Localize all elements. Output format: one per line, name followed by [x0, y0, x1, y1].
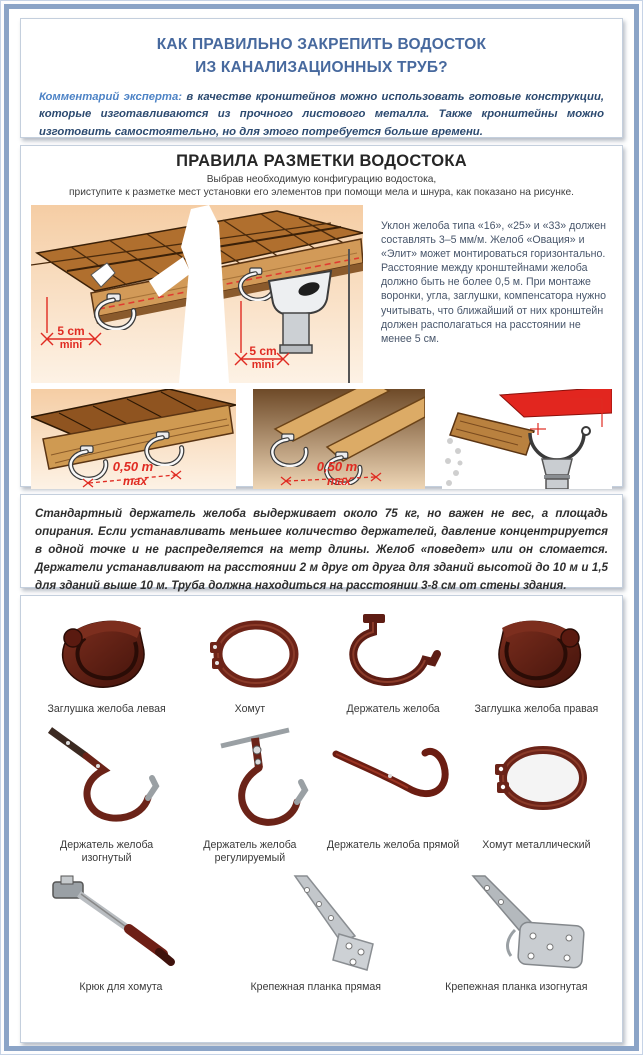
expert-comment: [39, 89, 604, 142]
rules-subtitle: [31, 173, 612, 200]
dim-label-5cm: 5 cm: [57, 323, 85, 338]
dim-label-mini: mini: [251, 358, 275, 371]
product-label: Держатель желоба прямой: [326, 839, 460, 852]
dim-label-max: max: [122, 473, 148, 488]
product-item: [322, 608, 465, 716]
product-label: Держатель желоба: [346, 703, 440, 715]
clamp-image: [190, 608, 310, 700]
product-label: Хомут металлический: [482, 839, 591, 852]
product-item: [35, 724, 178, 865]
rules-figures-row: [31, 389, 612, 507]
products-row-1: [35, 608, 608, 716]
gutter-scheme-illustration: [442, 389, 612, 489]
rafter-mount-illustration: [253, 389, 425, 489]
straight-bracket-image: [328, 724, 458, 836]
products-section: [20, 595, 623, 1043]
dim-label-5cm: 5 cm: [249, 343, 277, 358]
rules-section: [20, 145, 623, 487]
product-label: Держатель желоба регулируемый: [203, 839, 297, 865]
product-item: [178, 608, 321, 716]
product-item: [178, 724, 321, 865]
figure-fascia-mount: [31, 389, 236, 507]
page-title-line1: КАК ПРАВИЛЬНО ЗАКРЕПИТЬ ВОДОСТОК: [156, 36, 487, 53]
gutter-bracket-image: [333, 608, 453, 700]
header-section: [20, 18, 623, 138]
dim-label-050: 0,50 m: [316, 458, 358, 474]
gutter-endcap-left-image: [47, 608, 167, 700]
product-item: [35, 874, 207, 994]
product-item: [35, 608, 178, 716]
clamp-hook-image: [41, 874, 201, 978]
product-label: Крюк для хомута: [79, 980, 163, 993]
product-label: Крепежная планка изогнутая: [445, 980, 588, 993]
product-item: [465, 724, 608, 865]
figure-gutter-scheme: [442, 389, 612, 507]
adjustable-bracket-image: [185, 724, 315, 836]
rules-heading: ПРАВИЛА РАЗМЕТКИ ВОДОСТОКА: [176, 152, 467, 170]
product-item: [425, 874, 608, 994]
note-section: [20, 494, 623, 592]
rules-paragraph: Уклон желоба типа «16», «25» и «33» должен составлять 3–5 мм/м. Желоб «Овация» и «Элит» может монтироваться горизонтально. Расстояние между кронштейнами желоба должно быть не более 0,5 м. При монтаже воронки, угла, заглушки, компенсатора нужно учитывать, что ближайший от них кронштейн должен располагаться на расстоянии не менее 5 см.: [381, 219, 606, 345]
product-label: Крепежная планка прямая: [250, 980, 381, 993]
page-frame: [4, 4, 639, 1051]
fascia-mount-illustration: [31, 389, 236, 489]
metal-clamp-image: [471, 724, 601, 836]
dim-label-050: 0,50 m: [112, 458, 154, 474]
dim-label-max: max: [326, 473, 352, 488]
products-row-3: [35, 874, 608, 994]
product-label: Держатель желоба изогнутый: [60, 839, 154, 865]
gutter-marking-illustration: [31, 205, 363, 383]
products-row-2: [35, 724, 608, 865]
curved-strip-image: [431, 874, 601, 978]
expert-comment-text: в качестве кронштейнов можно использовать готовые конструкции, которые изготавливаются из прочного листового металла. Также кронштейны можно изготовить самостоятельно, но для этого потребуется больше времени.: [39, 90, 604, 138]
page-title: [39, 33, 604, 80]
page-title-line2: ИЗ КАНАЛИЗАЦИОННЫХ ТРУБ?: [195, 59, 448, 77]
dim-label-mini: mini: [59, 338, 83, 351]
product-item: [465, 608, 608, 716]
product-item: [207, 874, 425, 994]
curved-bracket-image: [42, 724, 172, 836]
straight-strip-image: [221, 874, 411, 978]
rules-main-row: [31, 205, 612, 383]
product-item: [322, 724, 465, 865]
product-label: Заглушка желоба левая: [47, 703, 166, 715]
rules-subtitle-line1: Выбрав необходимую конфигурацию водостока,: [206, 174, 437, 185]
note-text: Стандартный держатель желоба выдерживает около 75 кг, но важен не вес, а площадь опирания. Если устанавливать меньшее количество держателей, давление концентрируется в одной точке и не распределяется на метр длины. Желоб «поведет» или он сломается. Держатели устанавливают на расстоянии 2 м друг от друга для зданий высотой до 10 м и 1,5 для зданий выше 10 м. Труба должна находиться на расстоянии 3-8 см от стены здания.: [35, 507, 608, 592]
expert-comment-lead: Комментарий эксперта:: [39, 90, 183, 103]
product-label: Заглушка желоба правая: [474, 703, 599, 715]
rules-subtitle-line2: приступите к разметке мест установки его элементов при помощи мела и шнура, как показано на рисунке.: [69, 187, 574, 199]
product-label: Хомут: [234, 703, 266, 715]
figure-rafter-mount: [253, 389, 425, 507]
gutter-endcap-right-image: [476, 608, 596, 700]
